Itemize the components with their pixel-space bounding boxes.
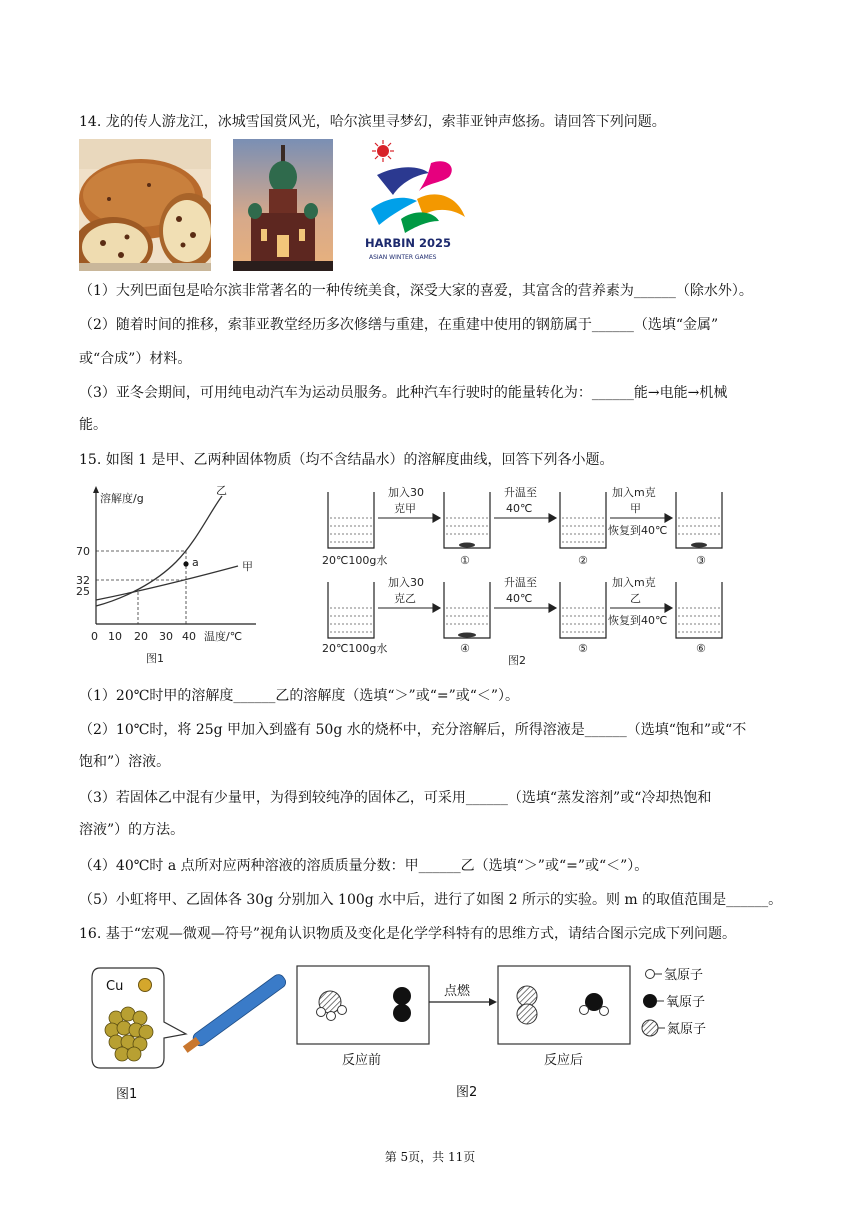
copper-wire-figure (88, 962, 288, 1106)
q16-fig1-caption: 图1 (116, 1087, 138, 1102)
harbin-2025-logo (357, 139, 477, 269)
row2-step1-line1: 加入30 (388, 576, 424, 589)
fig1-xtick-10: 10 (108, 630, 122, 643)
ignite-label: 点燃 (444, 984, 471, 999)
fig1-xtick-20: 20 (134, 630, 148, 643)
legend-oxygen: 氧原子 (666, 995, 706, 1010)
row2-step3-line2: 乙 (630, 592, 641, 605)
page-footer: 第 5页，共 11页 (384, 1150, 476, 1164)
solubility-curve-figure (76, 482, 266, 672)
legend-nitrogen: 氮原子 (667, 1022, 707, 1037)
q15-stem: 15. 如图 1 是甲、乙两种固体物质（均不含结晶水）的溶解度曲线，回答下列各小题。 (79, 452, 614, 468)
fig1-ytick-32: 32 (76, 574, 90, 587)
beaker-label-3: ③ (696, 554, 706, 567)
fig1-ytick-70: 70 (76, 545, 90, 558)
row2-step3-line1: 加入m克 (612, 576, 656, 589)
row2-step3-line3: 恢复到40℃ (608, 614, 668, 627)
cu-symbol: Cu (106, 979, 124, 994)
beaker-label-2: ② (578, 554, 588, 567)
row2-step1-line2: 克乙 (394, 592, 416, 605)
row1-step2-line2: 40℃ (506, 502, 533, 515)
row1-step3-line1: 加入m克 (612, 486, 656, 499)
q16-fig2-caption: 图2 (456, 1085, 478, 1100)
q14-part3a: （3）亚冬会期间，可用纯电动汽车为运动员服务。此种汽车行驶时的能量转化为：______能→电能→机械 (79, 385, 728, 401)
row1-step1-line2: 克甲 (394, 502, 416, 515)
row2-step2-line1: 升温至 (504, 576, 537, 589)
row2-start-label: 20℃100g水 (322, 642, 388, 655)
q14-part2b: 或“合成”）材料。 (79, 351, 192, 367)
logo-subtitle: ASIAN WINTER GAMES (369, 254, 437, 261)
row1-step1-line1: 加入30 (388, 486, 424, 499)
q16-stem: 16. 基于“宏观—微观—符号”视角认识物质及变化是化学学科特有的思维方式，请结合图示完成下列问题。 (79, 926, 737, 942)
fig1-ytick-25: 25 (76, 585, 90, 598)
logo-title: HARBIN 2025 (365, 236, 452, 250)
fig1-ylabel: 溶解度/g (100, 492, 144, 505)
q14-part1: （1）大列巴面包是哈尔滨非常著名的一种传统美食，深受大家的喜爱，其富含的营养素为______（除水外）。 (79, 283, 753, 299)
fig1-caption: 图1 (146, 652, 164, 665)
beaker-experiment-figure (318, 482, 728, 672)
row2-step2-line2: 40℃ (506, 592, 533, 605)
q14-part2a: （2）随着时间的推移，索菲亚教堂经历多次修缮与重建，在重建中使用的钢筋属于______（选填“金属” (79, 317, 719, 333)
q15-part3b: 溶液”）的方法。 (79, 822, 185, 838)
before-label: 反应前 (342, 1053, 382, 1068)
beaker-label-5: ⑤ (578, 642, 588, 655)
after-label: 反应后 (544, 1053, 584, 1068)
q14-part3b: 能。 (79, 417, 107, 433)
point-a-label: a (192, 556, 199, 569)
cathedral-photo (233, 139, 333, 271)
row1-step2-line1: 升温至 (504, 486, 537, 499)
row1-step3-line2: 甲 (630, 502, 641, 515)
curve-label-yi: 乙 (216, 484, 227, 497)
curve-label-jia: 甲 (242, 560, 253, 573)
row1-start-label: 20℃100g水 (322, 554, 388, 567)
fig1-xtick-30: 30 (159, 630, 173, 643)
bread-photo (79, 139, 211, 271)
q15-part1: （1）20℃时甲的溶解度______乙的溶解度（选填“＞”或“=”或“＜”）。 (79, 688, 520, 704)
q14-stem: 14. 龙的传人游龙江，冰城雪国赏风光，哈尔滨里寻梦幻，索菲亚钟声悠扬。请回答下列问题。 (79, 114, 666, 130)
fig2-caption: 图2 (508, 654, 526, 667)
q15-part2b: 饱和”）溶液。 (79, 754, 171, 770)
q15-part4: （4）40℃时 a 点所对应两种溶液的溶质质量分数：甲______乙（选填“＞”或“=”或“＜”）。 (79, 858, 649, 874)
fig1-xlabel: 温度/℃ (204, 630, 243, 643)
q15-part5: （5）小虹将甲、乙固体各 30g 分别加入 100g 水中后，进行了如图 2 所示的实验。则 m 的取值范围是______。 (79, 892, 783, 908)
fig1-xtick-0: 0 (91, 630, 98, 643)
reaction-diagram-figure (294, 962, 734, 1106)
beaker-label-6: ⑥ (696, 642, 706, 655)
beaker-label-1: ① (460, 554, 470, 567)
fig1-xtick-40: 40 (182, 630, 196, 643)
legend-hydrogen: 氢原子 (664, 968, 704, 983)
beaker-label-4: ④ (460, 642, 470, 655)
q15-part3a: （3）若固体乙中混有少量甲，为得到较纯净的固体乙，可采用______（选填“蒸发溶剂”或“冷却热饱和 (79, 790, 712, 806)
q15-part2a: （2）10℃时，将 25g 甲加入到盛有 50g 水的烧杯中，充分溶解后，所得溶液是______（选填“饱和”或“不 (79, 722, 747, 738)
row1-step3-line3: 恢复到40℃ (608, 524, 668, 537)
